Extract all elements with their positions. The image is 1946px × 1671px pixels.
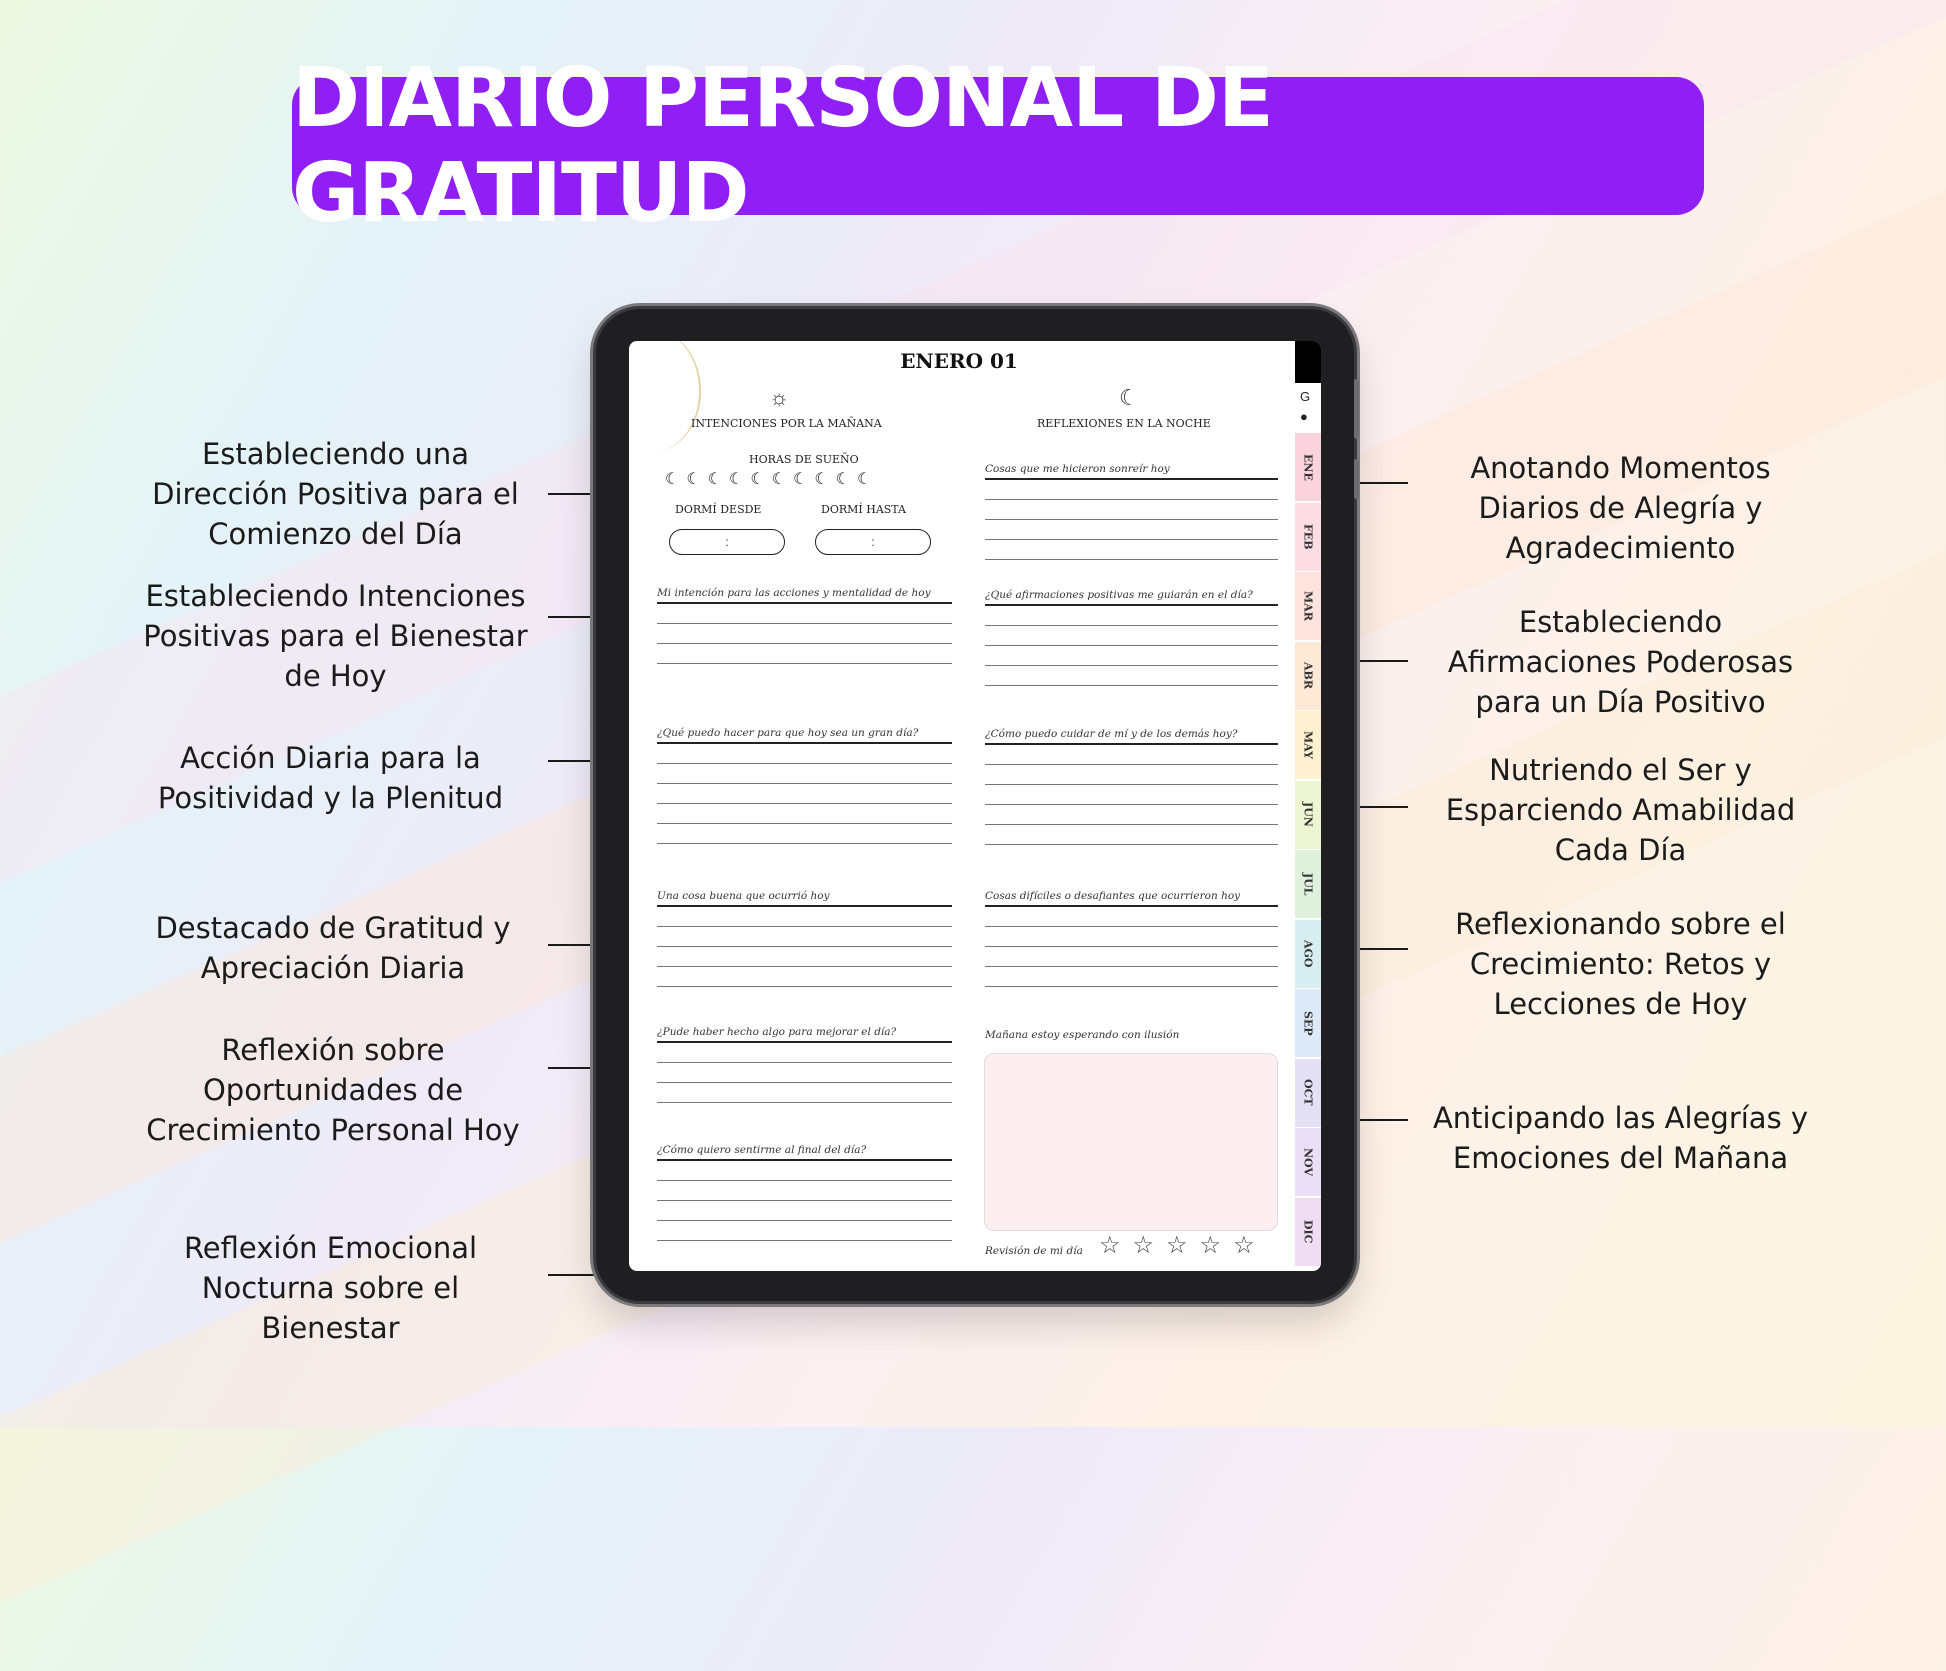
- slept-from-input[interactable]: :: [669, 529, 785, 555]
- month-tab-may[interactable]: [1295, 711, 1321, 779]
- evening-prompt-3: ¿Cómo puedo cuidar de mí y de los demás hoy?: [985, 728, 1238, 740]
- month-tab-ago[interactable]: [1295, 920, 1321, 988]
- callout-left-5: Reflexión sobre Oportunidades de Crecimiento Personal Hoy: [146, 1033, 520, 1147]
- morning-prompt-4: ¿Pude haber hecho algo para mejorar el día?: [657, 1026, 897, 1038]
- month-tab-nov[interactable]: [1295, 1128, 1321, 1196]
- day-review-label: Revisión de mi día: [985, 1245, 1083, 1257]
- month-tab-label: MAY: [1301, 730, 1315, 759]
- moon-star-icon: ☾: [1119, 385, 1139, 410]
- evening-lines-4[interactable]: [985, 886, 1278, 987]
- apple-icon[interactable]: ●: [1300, 409, 1308, 424]
- month-tab-ene[interactable]: [1295, 433, 1321, 501]
- morning-lines-2[interactable]: [657, 723, 952, 844]
- morning-lines-4[interactable]: [657, 1022, 952, 1103]
- sleep-hours-label: HORAS DE SUEÑO: [749, 453, 859, 466]
- evening-lines-2[interactable]: [985, 585, 1278, 686]
- callout-left-4: Destacado de Gratitud y Apreciación Diaria: [155, 911, 511, 985]
- month-tab-jun[interactable]: [1295, 781, 1321, 849]
- evening-prompt-4: Cosas difíciles o desafiantes que ocurrieron hoy: [985, 890, 1241, 902]
- month-tab-label: SEP: [1301, 1010, 1315, 1036]
- morning-prompt-2: ¿Qué puedo hacer para que hoy sea un gran día?: [657, 727, 919, 739]
- tablet-side-button: [1354, 459, 1359, 499]
- callout-right-5: Anticipando las Alegrías y Emociones del Mañana: [1432, 1101, 1809, 1175]
- evening-lines-1[interactable]: [985, 459, 1278, 560]
- sleep-hours-moons[interactable]: ☾☾☾☾☾☾☾☾☾☾: [665, 471, 879, 488]
- slept-until-label: DORMÍ HASTA: [821, 503, 906, 516]
- callout-right-1: Anotando Momentos Diarios de Alegría y Agradecimiento: [1470, 451, 1771, 565]
- tomorrow-notes-box[interactable]: [984, 1053, 1278, 1231]
- title-banner: [292, 51, 1704, 241]
- morning-prompt-3: Una cosa buena que ocurrió hoy: [657, 890, 830, 902]
- sun-icon: ☼: [769, 385, 790, 410]
- morning-prompt-1: Mi intención para las acciones y mentalidad de hoy: [657, 587, 931, 599]
- banner-title: DIARIO PERSONAL DE GRATITUD: [292, 51, 1273, 241]
- morning-lines-5[interactable]: [657, 1140, 952, 1241]
- callout-right-4: Reflexionando sobre el Crecimiento: Retos y Lecciones de Hoy: [1455, 907, 1786, 1021]
- month-tab-dic[interactable]: [1295, 1198, 1321, 1266]
- month-tab-label: FEB: [1301, 523, 1315, 550]
- morning-heading: INTENCIONES POR LA MAÑANA: [691, 417, 882, 430]
- month-tab-label: MAR: [1301, 591, 1315, 621]
- month-tab-jul[interactable]: [1295, 850, 1321, 918]
- callout-left-1: Estableciendo una Dirección Positiva para el Comienzo del Día: [152, 437, 519, 551]
- slept-until-input[interactable]: :: [815, 529, 931, 555]
- month-tab-abr[interactable]: [1295, 642, 1321, 710]
- evening-lines-3[interactable]: [985, 724, 1278, 845]
- month-tab-label: OCT: [1301, 1079, 1315, 1106]
- morning-lines-1[interactable]: [657, 583, 952, 664]
- journal-page: [629, 341, 1321, 1271]
- month-tab-label: DIC: [1301, 1219, 1315, 1244]
- evening-heading: REFLEXIONES EN LA NOCHE: [1037, 417, 1211, 430]
- month-tab-label: JUL: [1301, 872, 1315, 896]
- month-tab-mar[interactable]: [1295, 572, 1321, 640]
- google-icon[interactable]: G: [1300, 389, 1311, 404]
- callout-right-2: Estableciendo Afirmaciones Poderosas para un Día Positivo: [1447, 605, 1794, 719]
- evening-prompt-1: Cosas que me hicieron sonreír hoy: [985, 463, 1170, 475]
- page-title: ENERO 01: [900, 349, 1018, 373]
- month-tab-label: ABR: [1301, 662, 1315, 689]
- tabs-header: [1295, 341, 1321, 383]
- morning-prompt-5: ¿Cómo quiero sentirme al final del día?: [657, 1144, 867, 1156]
- month-tab-label: ENE: [1301, 453, 1315, 481]
- month-tab-oct[interactable]: [1295, 1059, 1321, 1127]
- month-tab-label: JUN: [1301, 802, 1315, 827]
- tablet-device: [596, 309, 1354, 1301]
- month-tab-label: NOV: [1301, 1148, 1315, 1176]
- morning-lines-3[interactable]: [657, 886, 952, 987]
- tablet-side-button: [1354, 379, 1359, 439]
- callout-left-3: Acción Diaria para la Positividad y la Plenitud: [157, 741, 504, 815]
- month-tabs: [1295, 341, 1321, 1271]
- callout-left-2: Estableciendo Intenciones Positivas para el Bienestar de Hoy: [143, 579, 528, 693]
- month-tab-sep[interactable]: [1295, 989, 1321, 1057]
- month-tab-label: AGO: [1301, 939, 1315, 968]
- month-tab-feb[interactable]: [1295, 503, 1321, 571]
- evening-prompt-2: ¿Qué afirmaciones positivas me guiarán en el día?: [985, 589, 1253, 601]
- callout-right-3: Nutriendo el Ser y Esparciendo Amabilidad Cada Día: [1445, 753, 1796, 867]
- callout-left-6: Reflexión Emocional Nocturna sobre el Bienestar: [183, 1231, 478, 1345]
- slept-from-label: DORMÍ DESDE: [675, 503, 762, 516]
- day-rating-stars[interactable]: ☆☆☆☆☆: [1099, 1232, 1267, 1259]
- evening-prompt-5: Mañana estoy esperando con ilusión: [985, 1029, 1180, 1041]
